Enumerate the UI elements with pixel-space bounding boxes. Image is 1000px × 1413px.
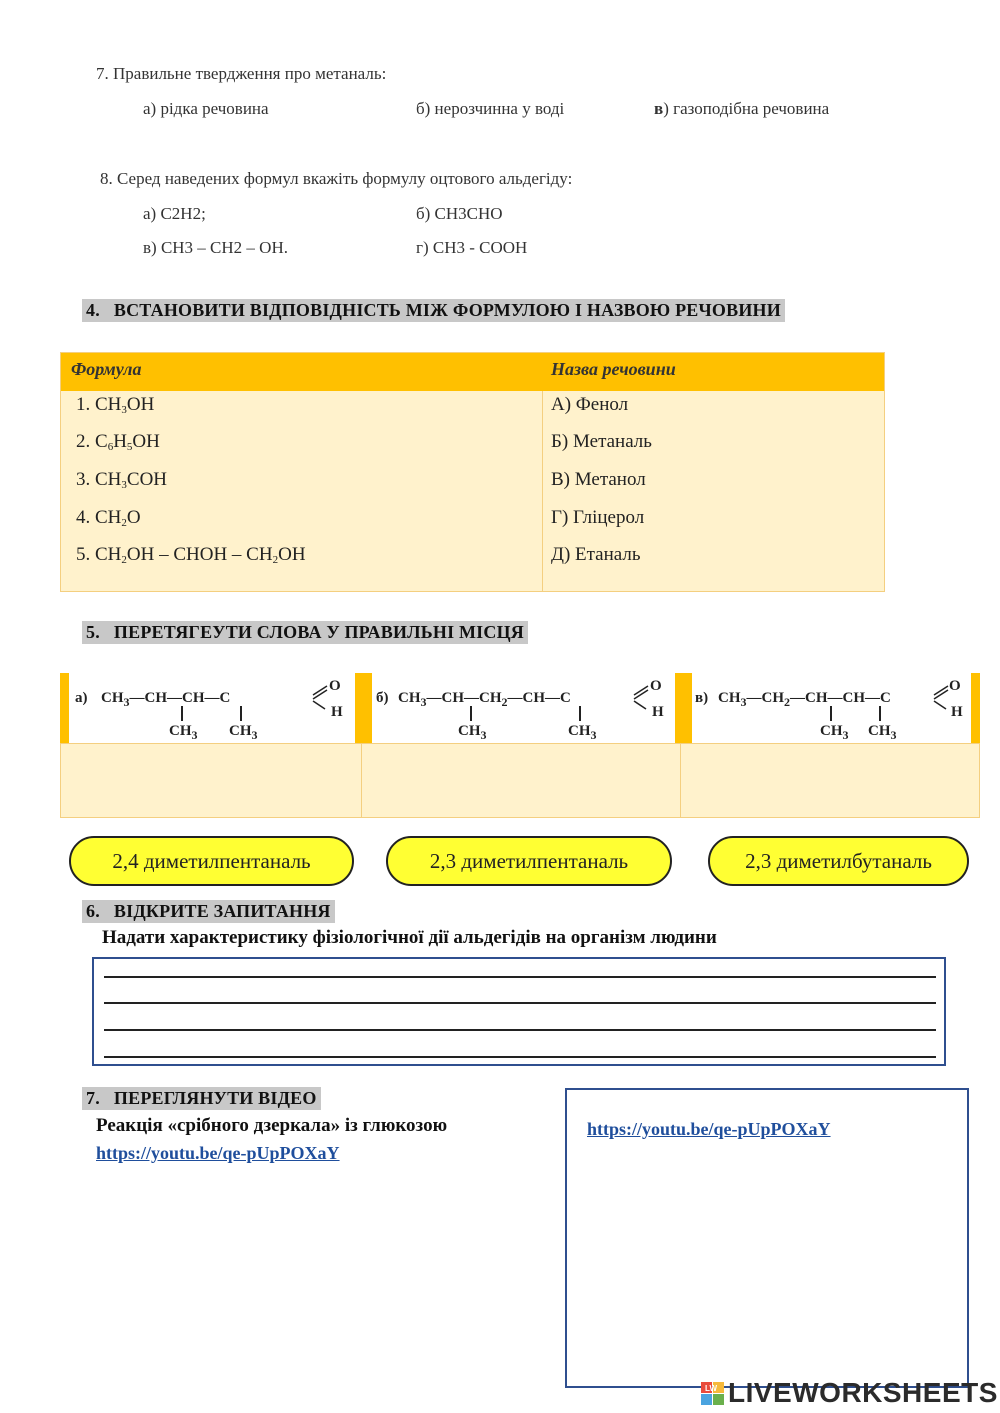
q7-option-c-text: ) газоподібна речовина [663,99,830,118]
structure-c-branch-2: $CH_3$ [868,723,897,742]
svg-text:LW: LW [705,1384,717,1393]
answer-line [104,1029,936,1031]
q8-option-b[interactable]: б) СН3СНО [416,204,503,223]
section-4-title: ВСТАНОВИТИ ВІДПОВІДНІСТЬ МІЖ ФОРМУЛОЮ І НАЗВОЮ РЕЧОВИНИ [113,300,781,320]
structure-c-chain: $CH_3—CH_2—CH—CH—C$ [718,690,891,709]
structure-c-h-bond [934,701,946,709]
draggable-word-1[interactable]: 2,4 диметилпентаналь [69,836,354,886]
matching-table-header [61,353,884,391]
column-formula-header: Формула [71,359,142,379]
section-7-number: 7. [86,1088,100,1108]
q8-option-a[interactable]: а) С2Н2; [143,204,206,223]
formula-part: 4. CH [76,507,122,528]
video-link[interactable]: https://youtu.be/qe-pUpPOXaY [96,1143,340,1163]
structure-c-formula [692,673,971,743]
q7-option-c-letter: в [654,99,664,118]
question-7-text: 7. Правильне твердження про метаналь: [96,64,387,83]
drop-zone-b[interactable] [361,743,681,818]
name-row-d[interactable]: Г) Гліцерол [551,507,645,528]
column-divider [542,391,543,591]
formula-part: OH – CHOH – CH [126,544,273,565]
structure-a-branch-1: $CH_3$ [169,723,198,742]
formula-part: OH [278,544,306,565]
formula-part: 5. CH [76,544,122,565]
draggable-word-3[interactable]: 2,3 диметилбутаналь [708,836,969,886]
formula-part: 3. CH [76,469,122,490]
formula-row-5[interactable] [76,544,306,566]
structure-b-chain: $CH_3—CH—CH_2—CH—C$ [398,690,571,709]
video-box-link[interactable]: https://youtu.be/qe-pUpPOXaY [587,1119,831,1139]
structure-cell-a [60,673,364,743]
structure-c-label: в) [695,690,709,706]
structure-a-branch-2: $CH_3$ [229,723,258,742]
name-row-b[interactable]: Б) Метаналь [551,431,652,452]
answer-line [104,1056,936,1058]
liveworksheets-logo-text: LIVEWORKSHEETS [728,1377,998,1408]
video-embed-box[interactable] [565,1088,969,1388]
structure-a-chain: $CH_3—CH—CH—C$ [101,690,231,709]
section-5-title: ПЕРЕТЯГЕУТИ СЛОВА У ПРАВИЛЬНІ МІСЦЯ [113,622,524,642]
structure-b-oxygen: O [650,678,662,694]
section-7-heading [82,1087,321,1110]
formula-row-3[interactable] [76,469,167,491]
structure-b-hydrogen: H [652,704,664,720]
q7-option-b[interactable]: б) нерозчинна у воді [416,99,565,118]
answer-line [104,1002,936,1004]
q8-option-d[interactable]: г) СН3 - СООН [416,238,528,257]
section-6-title: ВІДКРИТЕ ЗАПИТАННЯ [113,901,331,921]
formula-subscript: 2 [272,554,279,566]
formula-subscript: 3 [121,404,127,416]
formula-part: H [113,431,127,452]
formula-row-2[interactable] [76,431,160,453]
formula-part: O [126,507,141,528]
structure-c-oxygen: O [949,678,961,694]
formula-subscript: 2 [121,517,127,529]
drag-drop-table [60,673,980,818]
matching-table [60,352,885,592]
section-4-number: 4. [86,300,100,320]
section-7-title: ПЕРЕГЛЯНУТИ ВІДЕО [113,1088,317,1108]
formula-part: 2. C [76,431,108,452]
formula-part: OH [126,394,155,415]
q8-option-c[interactable]: в) СН3 – СН2 – ОН. [143,238,288,257]
name-row-a[interactable]: А) Фенол [551,394,629,415]
draggable-word-2[interactable]: 2,3 диметилпентаналь [386,836,672,886]
answer-line [104,976,936,978]
structure-cell-b [363,673,684,743]
liveworksheets-logo-icon [700,1380,726,1406]
drop-zone-a[interactable] [60,743,362,818]
section-4-heading [82,299,785,322]
structure-c-hydrogen: H [951,704,963,720]
formula-part: OH [132,431,160,452]
structure-a-hydrogen: H [331,704,343,720]
section-5-heading [82,621,528,644]
video-caption: Реакція «срібного дзеркала» із глюкозою [96,1115,448,1136]
structure-a-oxygen: O [329,678,341,694]
formula-row-4[interactable] [76,507,141,529]
name-row-e[interactable]: Д) Етаналь [551,544,641,565]
section-5-number: 5. [86,622,100,642]
structure-b-label: б) [376,690,389,706]
formula-subscript: 6 [107,441,114,453]
formula-part: COH [126,469,168,490]
structure-a-h-bond [313,701,325,709]
structure-b-h-bond [634,701,646,709]
structure-c-branch-1: $CH_3$ [820,723,849,742]
formula-row-1[interactable] [76,394,154,416]
q7-option-a[interactable]: а) рідка речовина [143,99,269,118]
structure-a-formula [69,673,355,743]
drop-zone-c[interactable] [680,743,980,818]
section-6-number: 6. [86,901,100,921]
open-answer-box[interactable] [92,957,946,1066]
formula-subscript: 2 [121,554,127,566]
name-row-c[interactable]: В) Метанол [551,469,646,490]
question-8-text: 8. Серед наведених формул вкажіть формулу оцтового альдегіду: [100,169,573,188]
structure-cell-c [683,673,980,743]
q7-option-c[interactable] [654,99,829,119]
structure-b-branch-1: $CH_3$ [458,723,487,742]
structure-a-label: а) [75,690,88,706]
section-6-heading [82,900,335,923]
formula-part: 1. CH [76,394,122,415]
structure-b-formula [372,673,675,743]
open-question-text: Надати характеристику фізіологічної дії альдегідів на організм людини [102,927,717,948]
liveworksheets-logo[interactable] [700,1378,998,1408]
formula-subscript: 5 [126,441,133,453]
structure-b-branch-2: $CH_3$ [568,723,597,742]
column-name-header: Назва речовини [551,359,676,379]
formula-subscript: 3 [121,479,127,491]
